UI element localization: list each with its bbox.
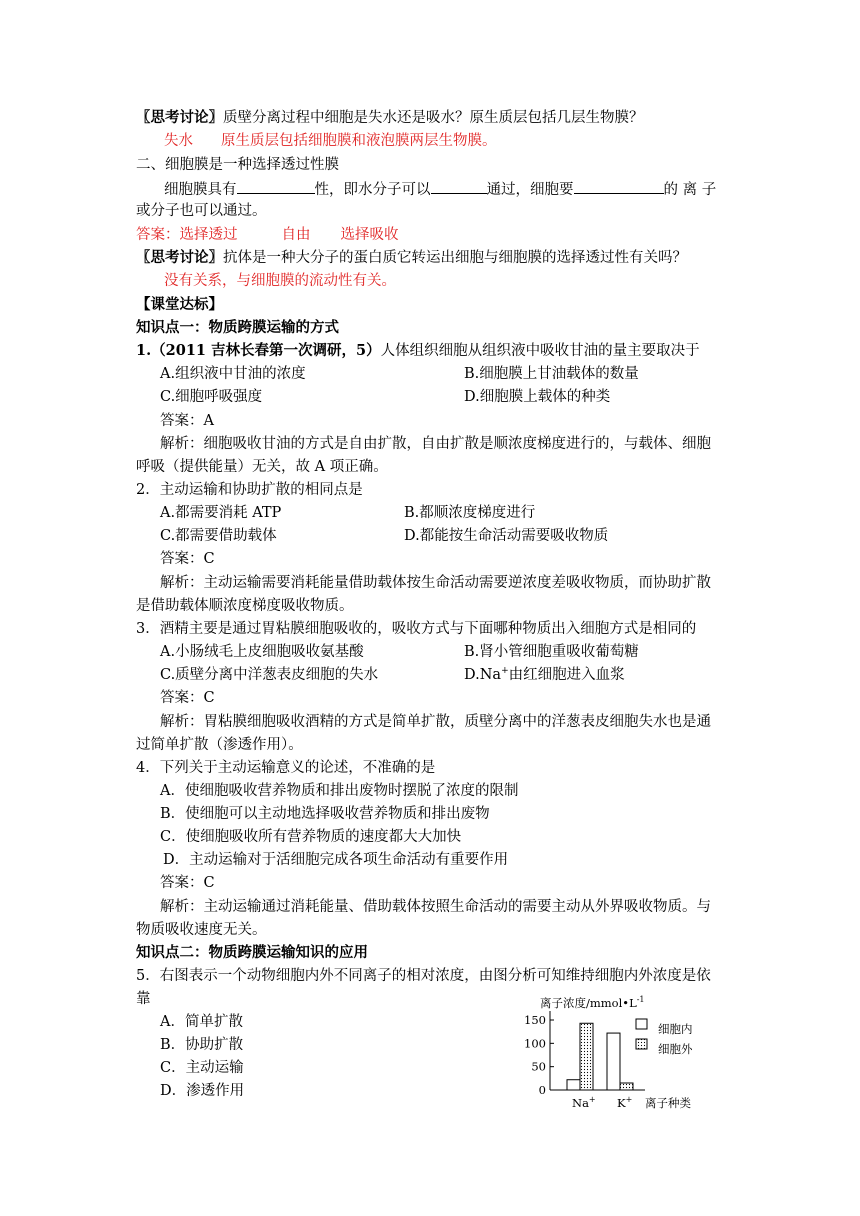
discussion-1-answer xyxy=(164,131,497,151)
option-b: B.肾小管细胞重吸收葡萄糖 xyxy=(464,644,639,660)
option-b: B．协助扩散 xyxy=(160,1037,244,1053)
option-d: D.都能按生命活动需要吸收物质 xyxy=(404,528,609,544)
option-b: B.都顺浓度梯度进行 xyxy=(404,505,536,521)
analysis-line-1: 解析：胃粘膜细胞吸收酒精的方式是简单扩散，质壁分离中的洋葱表皮细胞失水也是通 xyxy=(160,714,711,730)
bar xyxy=(620,1083,633,1090)
x-tick-label: K+ xyxy=(617,1095,633,1110)
option-a: A.小肠绒毛上皮细胞吸收氨基酸 xyxy=(160,644,364,660)
question-source: （2011 吉林长春第一次调研，5） xyxy=(151,342,381,359)
answer-selective-absorb: 选择吸收 xyxy=(340,227,399,243)
option-c: C.都需要借助载体 xyxy=(160,528,277,544)
section-answer xyxy=(136,225,399,245)
option-d: D．渗透作用 xyxy=(160,1083,245,1099)
fill-text-1: 细胞膜具有 xyxy=(164,182,237,198)
answer: 答案：C xyxy=(160,690,215,706)
option-c: C.质壁分离中洋葱表皮细胞的失水 xyxy=(160,667,379,683)
discussion-question: 质壁分离过程中细胞是失水还是吸水？原生质层包括几层生物膜？ xyxy=(223,110,644,126)
option-d: D.细胞膜上载体的种类 xyxy=(464,389,611,405)
answer: 答案：C xyxy=(160,875,215,891)
ion-concentration-chart xyxy=(505,993,745,1123)
knowledge-point-2: 知识点二：物质跨膜运输知识的应用 xyxy=(136,944,368,961)
option-c: C.细胞呼吸强度 xyxy=(160,389,263,405)
question-1-stem xyxy=(136,341,700,361)
analysis-line-1: 解析：细胞吸收甘油的方式是自由扩散，自由扩散是顺浓度梯度进行的，与载体、细胞 xyxy=(160,436,711,452)
option-a: A.组织液中甘油的浓度 xyxy=(160,366,306,382)
discussion-tag: 〖思考讨论〗 xyxy=(136,109,223,126)
x-axis-label: 离子种类 xyxy=(645,1096,691,1110)
blank-2 xyxy=(431,178,487,194)
question-number: 1. xyxy=(136,342,152,359)
discussion-2-line xyxy=(136,248,687,268)
legend-swatch xyxy=(636,1019,647,1029)
option-b: B.细胞膜上甘油载体的数量 xyxy=(464,366,639,382)
fill-text-5: 或分子也可以通过。 xyxy=(136,203,267,219)
fill-text-4: 的 离 子 xyxy=(663,182,717,198)
option-d xyxy=(464,665,625,685)
analysis-line-2: 呼吸（提供能量）无关，故 A 项正确。 xyxy=(136,459,388,475)
option-a: A．简单扩散 xyxy=(160,1014,243,1030)
question-5-stem-line-1: 5．右图表示一个动物细胞内外不同离子的相对浓度，由图分析可知维持细胞内外浓度是依 xyxy=(136,968,711,984)
analysis-line-2: 是借助载体顺浓度梯度吸收物质。 xyxy=(136,598,354,614)
x-tick-label: Na+ xyxy=(572,1095,596,1110)
bar xyxy=(580,1023,593,1090)
answer-protoplast-layer: 原生质层包括细胞膜和液泡膜两层生物膜。 xyxy=(221,133,497,149)
y-tick-label: 150 xyxy=(524,1013,546,1027)
option-b: B．使细胞可以主动地选择吸收营养物质和排出废物 xyxy=(160,806,490,822)
analysis-line-1: 解析：主动运输需要消耗能量借助载体按生命活动需要逆浓度差吸收物质，而协助扩散 xyxy=(160,575,711,591)
legend-label: 细胞外 xyxy=(658,1042,693,1056)
question-text: 人体组织细胞从组织液中吸收甘油的量主要取决于 xyxy=(380,343,700,359)
option-d-suffix: 由红细胞进入血浆 xyxy=(508,667,625,683)
analysis-line-2: 过简单扩散（渗透作用）。 xyxy=(136,737,303,753)
question-3-stem: 3．酒精主要是通过胃粘膜细胞吸收的，吸收方式与下面哪种物质出入细胞方式是相同的 xyxy=(136,621,697,637)
answer: 答案：A xyxy=(160,413,214,429)
blank-1 xyxy=(237,178,315,194)
bar xyxy=(607,1033,620,1090)
analysis-line-1: 解析：主动运输通过消耗能量、借助载体按照生命活动的需要主动从外界吸收物质。与 xyxy=(160,899,711,915)
y-tick-label: 0 xyxy=(538,1083,546,1097)
discussion-2-answer: 没有关系，与细胞膜的流动性有关。 xyxy=(164,273,396,289)
option-d-prefix: D.Na xyxy=(464,667,502,683)
option-a: A．使细胞吸收营养物质和排出废物时摆脱了浓度的限制 xyxy=(160,783,519,799)
legend-swatch xyxy=(636,1039,647,1049)
section-heading: 二、细胞膜是一种选择透过性膜 xyxy=(136,157,339,173)
fill-text-2: 性，即水分子可以 xyxy=(314,182,431,198)
option-c: C．主动运输 xyxy=(160,1060,244,1076)
option-d: D．主动运输对于活细胞完成各项生命活动有重要作用 xyxy=(163,852,509,868)
question-4-stem: 4．下列关于主动运输意义的论述，不准确的是 xyxy=(136,760,436,776)
analysis-line-2: 物质吸收速度无关。 xyxy=(136,922,267,938)
discussion-1-line xyxy=(136,108,644,128)
knowledge-point-1: 知识点一：物质跨膜运输的方式 xyxy=(136,319,339,336)
option-c: C．使细胞吸收所有营养物质的速度都大大加快 xyxy=(160,829,462,845)
question-5-stem-line-2: 靠 xyxy=(136,991,151,1007)
y-tick-label: 50 xyxy=(531,1059,546,1074)
answer-water-loss: 失水 xyxy=(164,133,193,149)
answer-free: 自由 xyxy=(281,227,311,243)
legend-label: 细胞内 xyxy=(658,1022,693,1036)
question-2-stem: 2．主动运输和协助扩散的相同点是 xyxy=(136,482,363,498)
discussion-question: 抗体是一种大分子的蛋白质它转运出细胞与细胞膜的选择透过性有关吗？ xyxy=(223,250,687,266)
fill-text-3: 通过，细胞要 xyxy=(486,182,574,198)
option-d-sup: + xyxy=(501,666,509,677)
bar xyxy=(567,1080,580,1090)
y-axis-label: 离子浓度$/mmol•L^{-1}$ xyxy=(540,995,645,1010)
y-tick-label: 100 xyxy=(524,1036,546,1051)
answer-selective: 答案：选择透过 xyxy=(136,227,238,243)
option-a: A.都需要消耗 ATP xyxy=(160,505,282,521)
blank-3 xyxy=(574,178,664,194)
class-heading: 【课堂达标】 xyxy=(136,296,223,313)
fill-in-blank-line xyxy=(164,178,716,200)
discussion-tag: 〖思考讨论〗 xyxy=(136,249,223,266)
answer: 答案：C xyxy=(160,551,215,567)
